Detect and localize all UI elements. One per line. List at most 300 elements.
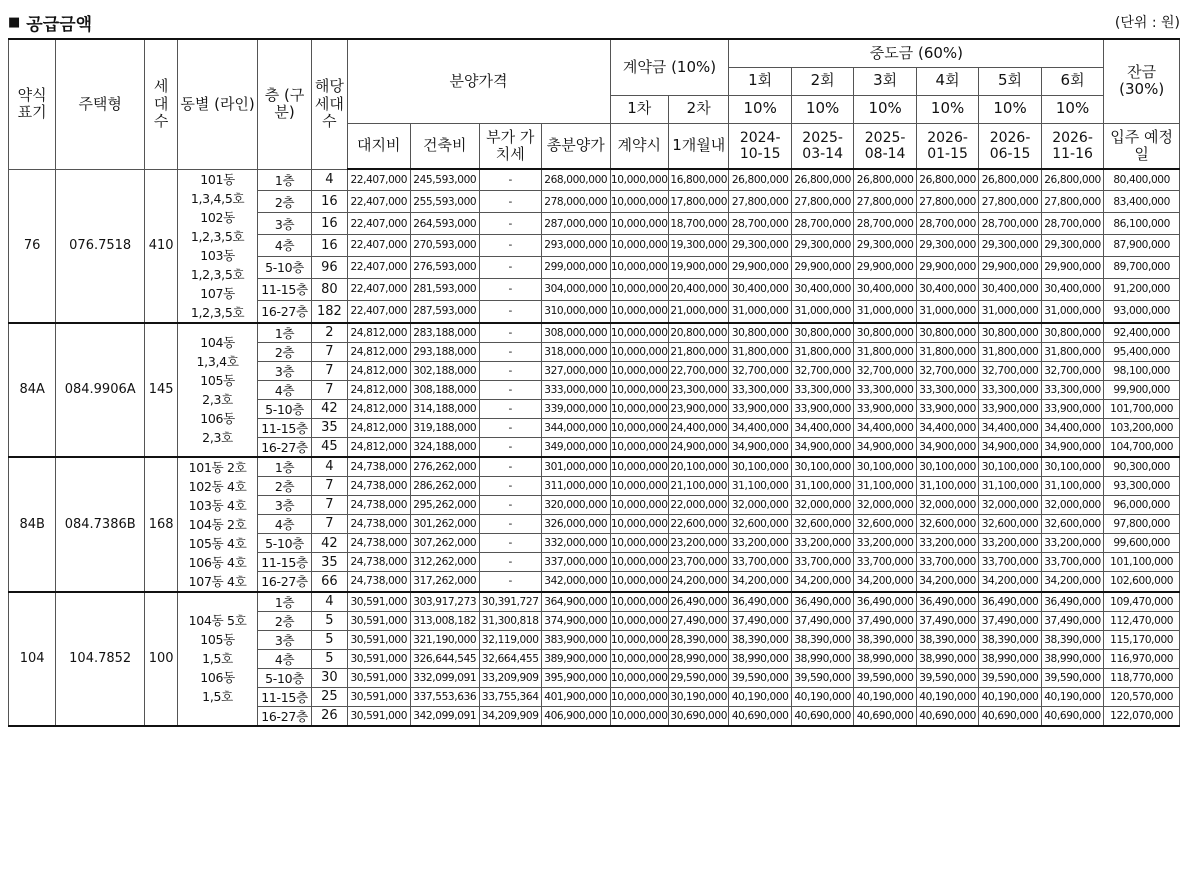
contract-2-cell: 20,400,000	[668, 278, 728, 300]
interim-payment-cell: 34,900,000	[979, 437, 1041, 457]
land-price-cell: 24,812,000	[347, 361, 410, 380]
contract-1-cell: 10,000,000	[610, 592, 668, 612]
header-interim-date-3: 2025- 08-14	[854, 123, 916, 169]
interim-payment-cell: 30,400,000	[916, 278, 978, 300]
header-interim-date-1: 2024- 10-15	[729, 123, 791, 169]
housing-type-cell: 076.7518	[56, 169, 145, 323]
building-price-cell: 276,593,000	[411, 256, 480, 278]
interim-payment-cell: 39,590,000	[854, 668, 916, 687]
floor-cell: 3층	[257, 495, 311, 514]
interim-payment-cell: 39,590,000	[916, 668, 978, 687]
building-line-cell: 104동 5호 105동 1,5호 106동 1,5호	[178, 592, 258, 726]
interim-payment-cell: 34,900,000	[729, 437, 791, 457]
building-price-cell: 321,190,000	[411, 630, 480, 649]
contract-2-cell: 23,200,000	[668, 534, 728, 553]
interim-payment-cell: 38,990,000	[979, 649, 1041, 668]
interim-payment-cell: 30,400,000	[791, 278, 853, 300]
balance-cell: 97,800,000	[1104, 514, 1180, 533]
floor-household-count-cell: 7	[312, 361, 347, 380]
interim-payment-cell: 37,490,000	[729, 611, 791, 630]
contract-2-cell: 21,000,000	[668, 300, 728, 322]
floor-cell: 4층	[257, 380, 311, 399]
balance-cell: 102,600,000	[1104, 572, 1180, 592]
total-price-cell: 395,900,000	[541, 668, 610, 687]
building-price-cell: 308,188,000	[411, 380, 480, 399]
floor-cell: 2층	[257, 191, 311, 213]
header-interim-round-1: 1회	[729, 67, 791, 95]
interim-payment-cell: 37,490,000	[854, 611, 916, 630]
land-price-cell: 24,738,000	[347, 572, 410, 592]
interim-payment-cell: 33,200,000	[854, 534, 916, 553]
interim-payment-cell: 26,800,000	[1041, 169, 1104, 191]
contract-2-cell: 22,000,000	[668, 495, 728, 514]
balance-cell: 90,300,000	[1104, 457, 1180, 477]
housing-type-cell: 104.7852	[56, 592, 145, 726]
balance-cell: 80,400,000	[1104, 169, 1180, 191]
header-interim-pct-1: 10%	[729, 95, 791, 123]
vat-cell: -	[479, 399, 541, 418]
floor-cell: 3층	[257, 213, 311, 235]
contract-1-cell: 10,000,000	[610, 342, 668, 361]
interim-payment-cell: 33,300,000	[979, 380, 1041, 399]
interim-payment-cell: 38,990,000	[916, 649, 978, 668]
interim-payment-cell: 34,400,000	[979, 418, 1041, 437]
vat-cell: -	[479, 213, 541, 235]
building-price-cell: 307,262,000	[411, 534, 480, 553]
floor-household-count-cell: 7	[312, 514, 347, 533]
floor-cell: 3층	[257, 630, 311, 649]
building-price-cell: 286,262,000	[411, 476, 480, 495]
interim-payment-cell: 30,100,000	[916, 457, 978, 477]
interim-payment-cell: 40,190,000	[854, 687, 916, 706]
contract-1-cell: 10,000,000	[610, 418, 668, 437]
interim-payment-cell: 33,200,000	[1041, 534, 1104, 553]
interim-payment-cell: 34,200,000	[791, 572, 853, 592]
building-line-cell: 101동 1,3,4,5호 102동 1,2,3,5호 103동 1,2,3,5호 107동 1,2,3,5호	[178, 169, 258, 323]
interim-payment-cell: 30,100,000	[854, 457, 916, 477]
contract-2-cell: 17,800,000	[668, 191, 728, 213]
building-price-cell: 342,099,091	[411, 706, 480, 726]
total-price-cell: 310,000,000	[541, 300, 610, 322]
land-price-cell: 24,812,000	[347, 342, 410, 361]
floor-cell: 5-10층	[257, 256, 311, 278]
building-price-cell: 270,593,000	[411, 235, 480, 257]
header-interim-round-3: 3회	[854, 67, 916, 95]
vat-cell: -	[479, 572, 541, 592]
interim-payment-cell: 33,900,000	[916, 399, 978, 418]
contract-2-cell: 27,490,000	[668, 611, 728, 630]
interim-payment-cell: 33,900,000	[854, 399, 916, 418]
vat-cell: -	[479, 534, 541, 553]
building-price-cell: 324,188,000	[411, 437, 480, 457]
contract-2-cell: 30,690,000	[668, 706, 728, 726]
balance-cell: 101,100,000	[1104, 553, 1180, 572]
balance-cell: 99,900,000	[1104, 380, 1180, 399]
contract-2-cell: 22,600,000	[668, 514, 728, 533]
interim-payment-cell: 30,400,000	[979, 278, 1041, 300]
header-interim-round-4: 4회	[916, 67, 978, 95]
title-row	[8, 6, 1180, 38]
vat-cell: 30,391,727	[479, 592, 541, 612]
vat-cell: 33,209,909	[479, 668, 541, 687]
floor-cell: 2층	[257, 476, 311, 495]
floor-cell: 5-10층	[257, 399, 311, 418]
contract-1-cell: 10,000,000	[610, 495, 668, 514]
interim-payment-cell: 34,200,000	[854, 572, 916, 592]
interim-payment-cell: 37,490,000	[979, 611, 1041, 630]
interim-payment-cell: 36,490,000	[791, 592, 853, 612]
land-price-cell: 24,738,000	[347, 457, 410, 477]
contract-1-cell: 10,000,000	[610, 649, 668, 668]
interim-payment-cell: 31,100,000	[916, 476, 978, 495]
contract-2-cell: 29,590,000	[668, 668, 728, 687]
households-cell: 168	[145, 457, 178, 592]
interim-payment-cell: 30,800,000	[729, 323, 791, 343]
contract-2-cell: 24,900,000	[668, 437, 728, 457]
vat-cell: -	[479, 476, 541, 495]
contract-1-cell: 10,000,000	[610, 687, 668, 706]
interim-payment-cell: 33,900,000	[729, 399, 791, 418]
vat-cell: -	[479, 495, 541, 514]
balance-cell: 116,970,000	[1104, 649, 1180, 668]
table-body	[9, 169, 1180, 726]
interim-payment-cell: 28,700,000	[1041, 213, 1104, 235]
interim-payment-cell: 33,700,000	[791, 553, 853, 572]
header-interim-date-4: 2026- 01-15	[916, 123, 978, 169]
interim-payment-cell: 29,900,000	[1041, 256, 1104, 278]
interim-payment-cell: 40,690,000	[791, 706, 853, 726]
interim-payment-cell: 37,490,000	[916, 611, 978, 630]
building-price-cell: 245,593,000	[411, 169, 480, 191]
floor-cell: 16-27층	[257, 572, 311, 592]
interim-payment-cell: 32,000,000	[916, 495, 978, 514]
contract-2-cell: 23,300,000	[668, 380, 728, 399]
floor-cell: 11-15층	[257, 687, 311, 706]
header-contract-1-when: 계약시	[610, 123, 668, 169]
interim-payment-cell: 28,700,000	[729, 213, 791, 235]
interim-payment-cell: 30,400,000	[729, 278, 791, 300]
interim-payment-cell: 36,490,000	[1041, 592, 1104, 612]
total-price-cell: 287,000,000	[541, 213, 610, 235]
total-price-cell: 326,000,000	[541, 514, 610, 533]
interim-payment-cell: 40,690,000	[979, 706, 1041, 726]
balance-cell: 99,600,000	[1104, 534, 1180, 553]
interim-payment-cell: 29,300,000	[791, 235, 853, 257]
building-line-cell: 101동 2호 102동 4호 103동 4호 104동 2호 105동 4호 106동 4호 107동 4호	[178, 457, 258, 592]
floor-cell: 1층	[257, 457, 311, 477]
floor-cell: 11-15층	[257, 278, 311, 300]
interim-payment-cell: 34,900,000	[916, 437, 978, 457]
balance-cell: 104,700,000	[1104, 437, 1180, 457]
balance-cell: 112,470,000	[1104, 611, 1180, 630]
header-land: 대지비	[347, 123, 410, 169]
interim-payment-cell: 33,200,000	[916, 534, 978, 553]
interim-payment-cell: 34,400,000	[916, 418, 978, 437]
total-price-cell: 383,900,000	[541, 630, 610, 649]
interim-payment-cell: 40,190,000	[729, 687, 791, 706]
vat-cell: 34,209,909	[479, 706, 541, 726]
table-row	[9, 457, 1180, 477]
interim-payment-cell: 31,000,000	[729, 300, 791, 322]
interim-payment-cell: 30,800,000	[1041, 323, 1104, 343]
interim-payment-cell: 33,900,000	[1041, 399, 1104, 418]
floor-cell: 5-10층	[257, 668, 311, 687]
interim-payment-cell: 34,200,000	[1041, 572, 1104, 592]
interim-payment-cell: 40,190,000	[916, 687, 978, 706]
interim-payment-cell: 36,490,000	[916, 592, 978, 612]
balance-cell: 93,300,000	[1104, 476, 1180, 495]
contract-2-cell: 16,800,000	[668, 169, 728, 191]
vat-cell: -	[479, 380, 541, 399]
floor-cell: 1층	[257, 592, 311, 612]
land-price-cell: 24,738,000	[347, 495, 410, 514]
interim-payment-cell: 27,800,000	[916, 191, 978, 213]
interim-payment-cell: 34,900,000	[1041, 437, 1104, 457]
building-price-cell: 293,188,000	[411, 342, 480, 361]
land-price-cell: 24,738,000	[347, 476, 410, 495]
header-type-code: 약식 표기	[9, 39, 56, 169]
interim-payment-cell: 38,390,000	[791, 630, 853, 649]
land-price-cell: 22,407,000	[347, 169, 410, 191]
interim-payment-cell: 36,490,000	[854, 592, 916, 612]
interim-payment-cell: 38,390,000	[1041, 630, 1104, 649]
floor-household-count-cell: 16	[312, 235, 347, 257]
interim-payment-cell: 29,300,000	[729, 235, 791, 257]
vat-cell: 33,755,364	[479, 687, 541, 706]
interim-payment-cell: 36,490,000	[729, 592, 791, 612]
header-interim-pct-2: 10%	[791, 95, 853, 123]
interim-payment-cell: 31,100,000	[1041, 476, 1104, 495]
header-vat: 부가 가치세	[479, 123, 541, 169]
interim-payment-cell: 40,690,000	[916, 706, 978, 726]
header-interim: 중도금 (60%)	[729, 39, 1104, 67]
interim-payment-cell: 31,100,000	[854, 476, 916, 495]
interim-payment-cell: 40,190,000	[791, 687, 853, 706]
interim-payment-cell: 39,590,000	[979, 668, 1041, 687]
floor-household-count-cell: 16	[312, 213, 347, 235]
header-interim-pct-3: 10%	[854, 95, 916, 123]
floor-household-count-cell: 7	[312, 380, 347, 399]
floor-household-count-cell: 80	[312, 278, 347, 300]
header-interim-pct-4: 10%	[916, 95, 978, 123]
vat-cell: -	[479, 437, 541, 457]
interim-payment-cell: 37,490,000	[791, 611, 853, 630]
contract-1-cell: 10,000,000	[610, 706, 668, 726]
interim-payment-cell: 30,800,000	[979, 323, 1041, 343]
land-price-cell: 30,591,000	[347, 687, 410, 706]
total-price-cell: 349,000,000	[541, 437, 610, 457]
contract-2-cell: 23,700,000	[668, 553, 728, 572]
interim-payment-cell: 26,800,000	[854, 169, 916, 191]
interim-payment-cell: 38,390,000	[854, 630, 916, 649]
header-balance-when: 입주 예정일	[1104, 123, 1180, 169]
interim-payment-cell: 40,690,000	[854, 706, 916, 726]
interim-payment-cell: 30,800,000	[791, 323, 853, 343]
interim-payment-cell: 38,390,000	[916, 630, 978, 649]
floor-household-count-cell: 96	[312, 256, 347, 278]
interim-payment-cell: 28,700,000	[854, 213, 916, 235]
interim-payment-cell: 33,200,000	[729, 534, 791, 553]
contract-2-cell: 23,900,000	[668, 399, 728, 418]
building-price-cell: 319,188,000	[411, 418, 480, 437]
type-code-cell: 76	[9, 169, 56, 323]
land-price-cell: 30,591,000	[347, 706, 410, 726]
floor-household-count-cell: 35	[312, 418, 347, 437]
interim-payment-cell: 40,190,000	[1041, 687, 1104, 706]
interim-payment-cell: 33,900,000	[979, 399, 1041, 418]
building-price-cell: 295,262,000	[411, 495, 480, 514]
floor-household-count-cell: 5	[312, 630, 347, 649]
interim-payment-cell: 29,300,000	[916, 235, 978, 257]
floor-cell: 11-15층	[257, 553, 311, 572]
floor-household-count-cell: 5	[312, 649, 347, 668]
interim-payment-cell: 30,800,000	[916, 323, 978, 343]
contract-1-cell: 10,000,000	[610, 300, 668, 322]
vat-cell: -	[479, 323, 541, 343]
interim-payment-cell: 38,990,000	[1041, 649, 1104, 668]
supply-price-table	[8, 38, 1180, 727]
header-interim-date-6: 2026- 11-16	[1041, 123, 1104, 169]
type-code-cell: 84B	[9, 457, 56, 592]
vat-cell: -	[479, 418, 541, 437]
floor-household-count-cell: 7	[312, 342, 347, 361]
header-floor-households: 해당 세대 수	[312, 39, 347, 169]
interim-payment-cell: 40,690,000	[1041, 706, 1104, 726]
contract-1-cell: 10,000,000	[610, 553, 668, 572]
balance-cell: 93,000,000	[1104, 300, 1180, 322]
header-contract-2: 2차	[668, 95, 728, 123]
building-price-cell: 255,593,000	[411, 191, 480, 213]
contract-1-cell: 10,000,000	[610, 476, 668, 495]
interim-payment-cell: 38,390,000	[729, 630, 791, 649]
interim-payment-cell: 33,900,000	[791, 399, 853, 418]
interim-payment-cell: 34,900,000	[854, 437, 916, 457]
land-price-cell: 30,591,000	[347, 668, 410, 687]
building-price-cell: 312,262,000	[411, 553, 480, 572]
contract-1-cell: 10,000,000	[610, 213, 668, 235]
interim-payment-cell: 27,800,000	[791, 191, 853, 213]
floor-household-count-cell: 66	[312, 572, 347, 592]
interim-payment-cell: 32,000,000	[854, 495, 916, 514]
building-price-cell: 302,188,000	[411, 361, 480, 380]
contract-2-cell: 21,800,000	[668, 342, 728, 361]
vat-cell: -	[479, 278, 541, 300]
balance-cell: 91,200,000	[1104, 278, 1180, 300]
contract-1-cell: 10,000,000	[610, 630, 668, 649]
land-price-cell: 22,407,000	[347, 191, 410, 213]
total-price-cell: 337,000,000	[541, 553, 610, 572]
floor-cell: 1층	[257, 169, 311, 191]
interim-payment-cell: 29,900,000	[854, 256, 916, 278]
balance-cell: 122,070,000	[1104, 706, 1180, 726]
vat-cell: -	[479, 514, 541, 533]
interim-payment-cell: 27,800,000	[729, 191, 791, 213]
contract-1-cell: 10,000,000	[610, 169, 668, 191]
interim-payment-cell: 40,690,000	[729, 706, 791, 726]
floor-household-count-cell: 26	[312, 706, 347, 726]
floor-household-count-cell: 16	[312, 191, 347, 213]
interim-payment-cell: 33,300,000	[791, 380, 853, 399]
interim-payment-cell: 33,700,000	[1041, 553, 1104, 572]
total-price-cell: 299,000,000	[541, 256, 610, 278]
interim-payment-cell: 33,200,000	[791, 534, 853, 553]
floor-household-count-cell: 30	[312, 668, 347, 687]
interim-payment-cell: 39,590,000	[791, 668, 853, 687]
floor-household-count-cell: 7	[312, 495, 347, 514]
interim-payment-cell: 30,400,000	[854, 278, 916, 300]
total-price-cell: 364,900,000	[541, 592, 610, 612]
vat-cell: -	[479, 361, 541, 380]
interim-payment-cell: 29,900,000	[916, 256, 978, 278]
interim-payment-cell: 31,000,000	[916, 300, 978, 322]
interim-payment-cell: 28,700,000	[979, 213, 1041, 235]
contract-1-cell: 10,000,000	[610, 457, 668, 477]
total-price-cell: 327,000,000	[541, 361, 610, 380]
balance-cell: 89,700,000	[1104, 256, 1180, 278]
vat-cell: -	[479, 191, 541, 213]
total-price-cell: 374,900,000	[541, 611, 610, 630]
interim-payment-cell: 31,000,000	[854, 300, 916, 322]
floor-household-count-cell: 4	[312, 169, 347, 191]
interim-payment-cell: 39,590,000	[729, 668, 791, 687]
total-price-cell: 344,000,000	[541, 418, 610, 437]
building-price-cell: 287,593,000	[411, 300, 480, 322]
building-price-cell: 276,262,000	[411, 457, 480, 477]
table-row	[9, 592, 1180, 612]
contract-1-cell: 10,000,000	[610, 256, 668, 278]
floor-cell: 2층	[257, 342, 311, 361]
building-price-cell: 301,262,000	[411, 514, 480, 533]
interim-payment-cell: 32,000,000	[979, 495, 1041, 514]
interim-payment-cell: 34,400,000	[854, 418, 916, 437]
interim-payment-cell: 34,400,000	[729, 418, 791, 437]
interim-payment-cell: 32,600,000	[854, 514, 916, 533]
total-price-cell: 293,000,000	[541, 235, 610, 257]
interim-payment-cell: 32,600,000	[1041, 514, 1104, 533]
interim-payment-cell: 29,900,000	[979, 256, 1041, 278]
balance-cell: 103,200,000	[1104, 418, 1180, 437]
interim-payment-cell: 32,700,000	[854, 361, 916, 380]
unit-note: (단위 : 원)	[1114, 15, 1180, 31]
header-interim-date-5: 2026- 06-15	[979, 123, 1041, 169]
interim-payment-cell: 33,200,000	[979, 534, 1041, 553]
contract-2-cell: 28,990,000	[668, 649, 728, 668]
contract-2-cell: 30,190,000	[668, 687, 728, 706]
floor-cell: 16-27층	[257, 300, 311, 322]
contract-2-cell: 24,400,000	[668, 418, 728, 437]
contract-2-cell: 20,100,000	[668, 457, 728, 477]
table-row	[9, 169, 1180, 191]
interim-payment-cell: 32,700,000	[916, 361, 978, 380]
floor-household-count-cell: 4	[312, 457, 347, 477]
type-code-cell: 84A	[9, 323, 56, 457]
interim-payment-cell: 26,800,000	[791, 169, 853, 191]
header-balance: 잔금 (30%)	[1104, 39, 1180, 123]
balance-cell: 120,570,000	[1104, 687, 1180, 706]
interim-payment-cell: 31,100,000	[729, 476, 791, 495]
building-price-cell: 283,188,000	[411, 323, 480, 343]
interim-payment-cell: 34,400,000	[1041, 418, 1104, 437]
vat-cell: 32,119,000	[479, 630, 541, 649]
balance-cell: 118,770,000	[1104, 668, 1180, 687]
header-contract: 계약금 (10%)	[610, 39, 729, 95]
interim-payment-cell: 32,700,000	[791, 361, 853, 380]
header-interim-round-6: 6회	[1041, 67, 1104, 95]
header-interim-pct-5: 10%	[979, 95, 1041, 123]
interim-payment-cell: 33,700,000	[916, 553, 978, 572]
interim-payment-cell: 30,100,000	[1041, 457, 1104, 477]
balance-cell: 83,400,000	[1104, 191, 1180, 213]
